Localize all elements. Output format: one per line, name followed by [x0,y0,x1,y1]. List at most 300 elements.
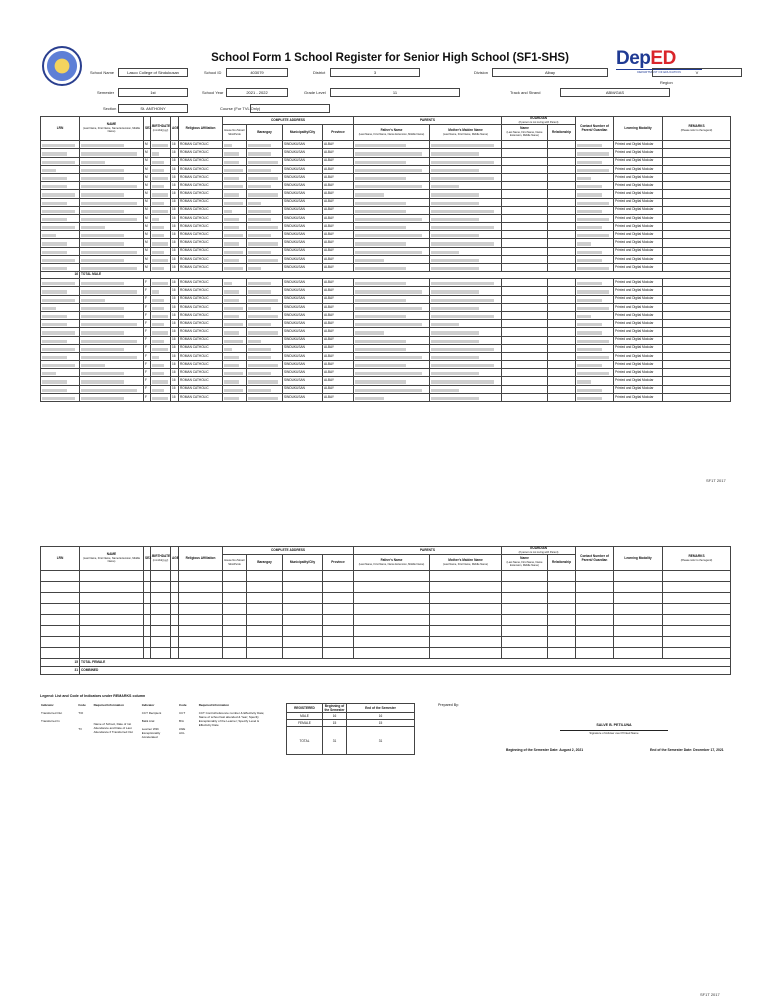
barangay-cell [247,361,283,369]
blank-cell[interactable] [171,626,179,637]
barangay-cell [247,336,283,344]
blank-cell[interactable] [576,593,614,604]
blank-cell[interactable] [663,648,731,659]
sex-cell: M [144,198,151,206]
blank-cell[interactable] [151,571,171,582]
blank-cell[interactable] [80,571,144,582]
blank-cell[interactable] [663,637,731,648]
name-cell [80,239,144,247]
mother-cell [430,377,502,385]
blank-cell[interactable] [323,571,354,582]
lrn-cell [41,279,80,287]
contact-cell [576,223,614,231]
blank-cell[interactable] [502,604,548,615]
blank-row[interactable] [41,626,731,637]
lrn-cell [41,311,80,319]
blank-cell[interactable] [179,626,223,637]
contact-cell [576,231,614,239]
blank-cell[interactable] [144,648,151,659]
blank-cell[interactable] [179,615,223,626]
blank-cell[interactable] [323,593,354,604]
birthdate-cell [151,361,171,369]
legend-ind2-2: Balik Aral [141,719,155,723]
blank-cell[interactable] [283,571,323,582]
track-label: Track and Strand [510,90,541,95]
relationship-cell [548,393,576,401]
blank-cell[interactable] [80,626,144,637]
blank-cell[interactable] [144,593,151,604]
col-religion: Religious Affiliation [179,117,223,141]
remarks-cell [663,320,731,328]
blank-cell[interactable] [614,615,663,626]
col-mother [430,125,502,141]
blank-cell[interactable] [80,615,144,626]
blank-cell[interactable] [614,571,663,582]
province-cell: ALBAY [323,303,354,311]
blank-cell[interactable] [576,626,614,637]
sex-cell: M [144,255,151,263]
remarks-cell [663,385,731,393]
deped-seal [42,46,82,86]
remarks-cell [663,361,731,369]
blank-cell[interactable] [283,604,323,615]
track-field[interactable]: ABM/GAS [560,88,670,97]
age-cell: 16 [171,393,179,401]
lrn-cell [41,182,80,190]
religion-cell: ROMAN CATHOLIC [179,206,223,214]
student-row [41,336,731,344]
blank-cell[interactable] [430,637,502,648]
blank-row[interactable] [41,593,731,604]
blank-cell[interactable] [144,571,151,582]
student-row [41,264,731,272]
blank-cell[interactable] [576,582,614,593]
province-cell: ALBAY [323,255,354,263]
blank-cell[interactable] [41,604,80,615]
father-cell [354,336,430,344]
father-cell [354,352,430,360]
blank-cell[interactable] [247,582,283,593]
blank-cell[interactable] [283,637,323,648]
contact-cell [576,311,614,319]
legend-col-required: Required Information [93,703,124,707]
relationship-cell [548,344,576,352]
mother-cell [430,255,502,263]
blank-cell[interactable] [80,593,144,604]
mother-cell [430,190,502,198]
semester-field[interactable]: 1st [118,88,188,97]
blank-cell[interactable] [614,648,663,659]
blank-cell[interactable] [502,593,548,604]
blank-cell[interactable] [247,637,283,648]
blank-cell[interactable] [663,571,731,582]
blank-row[interactable] [41,604,731,615]
legend-col-code: Code [78,703,86,707]
blank-row[interactable] [41,637,731,648]
modality-cell: Printed and Digital Modular [614,173,663,181]
blank-cell[interactable] [548,615,576,626]
blank-cell[interactable] [430,626,502,637]
blank-cell[interactable] [41,637,80,648]
relationship-cell [548,303,576,311]
blank-cell[interactable] [41,626,80,637]
district-field[interactable]: 3 [330,68,420,77]
mother-cell [430,361,502,369]
school-year-field[interactable]: 2021 - 2022 [226,88,288,97]
barangay-cell [247,223,283,231]
house-cell [223,352,247,360]
blank-cell[interactable] [283,648,323,659]
age-cell: 16 [171,247,179,255]
province-cell: ALBAY [323,320,354,328]
blank-cell[interactable] [223,637,247,648]
blank-cell[interactable] [80,648,144,659]
col2-modality: Learning Modality [614,547,663,571]
blank-cell[interactable] [548,593,576,604]
blank-cell[interactable] [354,582,430,593]
blank-cell[interactable] [151,593,171,604]
school-name-label: School Name [90,70,115,75]
blank-cell[interactable] [548,582,576,593]
blank-cell[interactable] [430,615,502,626]
name-cell [80,320,144,328]
blank-cell[interactable] [283,582,323,593]
contact-cell [576,295,614,303]
province-cell: ALBAY [323,190,354,198]
blank-cell[interactable] [323,648,354,659]
blank-cell[interactable] [80,582,144,593]
blank-cell[interactable] [354,648,430,659]
religion-cell: ROMAN CATHOLIC [179,328,223,336]
contact-cell [576,320,614,328]
blank-cell[interactable] [41,615,80,626]
blank-cell[interactable] [323,626,354,637]
mother-cell [430,247,502,255]
blank-cell[interactable] [354,615,430,626]
birthdate-cell [151,157,171,165]
blank-cell[interactable] [41,582,80,593]
school-id-field[interactable]: 403079 [226,68,288,77]
blank-cell[interactable] [354,637,430,648]
lrn-cell [41,173,80,181]
contact-cell [576,336,614,344]
age-cell: 16 [171,295,179,303]
blank-cell[interactable] [430,571,502,582]
blank-cell[interactable] [171,593,179,604]
barangay-cell [247,328,283,336]
blank-cell[interactable] [323,615,354,626]
blank-cell[interactable] [179,648,223,659]
blank-cell[interactable] [171,604,179,615]
sex-cell: M [144,165,151,173]
blank-cell[interactable] [247,626,283,637]
municipality-cell: SINDUKUSAN [283,255,323,263]
blank-cell[interactable] [247,604,283,615]
blank-cell[interactable] [223,593,247,604]
modality-cell: Printed and Digital Modular [614,311,663,319]
relationship-cell [548,190,576,198]
remarks-cell [663,198,731,206]
birthdate-cell [151,198,171,206]
division-field[interactable]: Albay [492,68,608,77]
blank-cell[interactable] [283,593,323,604]
col2-parents: PARENTS [354,547,502,555]
blank-cell[interactable] [576,571,614,582]
course-field[interactable] [250,104,330,113]
blank-cell[interactable] [247,648,283,659]
col-guardian-name-sub: (Last Name, First Name, Name Extension, Middle Name) [506,130,543,138]
blank-cell[interactable] [171,648,179,659]
blank-cell[interactable] [144,626,151,637]
blank-cell[interactable] [548,626,576,637]
col-birthdate [151,117,171,141]
blank-cell[interactable] [144,615,151,626]
guardian-cell [502,393,548,401]
blank-cell[interactable] [614,604,663,615]
mother-cell [430,223,502,231]
blank-cell[interactable] [502,637,548,648]
blank-cell[interactable] [144,582,151,593]
blank-row[interactable] [41,571,731,582]
barangay-cell [247,190,283,198]
blank-cell[interactable] [151,637,171,648]
religion-cell: ROMAN CATHOLIC [179,369,223,377]
sex-cell: M [144,157,151,165]
col2-contact: Contact Number of Parent/ Guardian [576,547,614,571]
name-cell [80,198,144,206]
legend-required-to: Name of School, Date of 1st Attendance and Date of Last Attendance if Transferred Out [93,722,133,734]
blank-cell[interactable] [247,615,283,626]
blank-cell[interactable] [614,637,663,648]
barangay-cell [247,165,283,173]
modality-cell: Printed and Digital Modular [614,287,663,295]
blank-cell[interactable] [663,626,731,637]
guardian-cell [502,328,548,336]
birthdate-cell [151,239,171,247]
blank-cell[interactable] [663,593,731,604]
blank-cell[interactable] [41,571,80,582]
lrn-cell [41,190,80,198]
lrn-cell [41,214,80,222]
mother-cell [430,287,502,295]
blank-cell[interactable] [41,593,80,604]
blank-cell[interactable] [354,571,430,582]
legend-indicators-2 [141,710,178,740]
mother-cell [430,264,502,272]
contact-cell [576,165,614,173]
section-field[interactable]: St. ANTHONY [118,104,188,113]
house-cell [223,223,247,231]
province-cell: ALBAY [323,165,354,173]
lrn-cell [41,223,80,231]
col-relationship: Relationship [548,125,576,141]
student-row [41,361,731,369]
prepared-by-label: Prepared By: [438,703,459,707]
blank-cell[interactable] [80,637,144,648]
modality-cell: Printed and Digital Modular [614,385,663,393]
age-cell: 16 [171,336,179,344]
sex-cell: F [144,303,151,311]
blank-cell[interactable] [663,604,731,615]
blank-cell[interactable] [354,593,430,604]
age-cell: 16 [171,311,179,319]
blank-cell[interactable] [548,637,576,648]
municipality-cell: SINDUKUSAN [283,214,323,222]
sex-cell: F [144,385,151,393]
blank-row[interactable] [41,615,731,626]
blank-cell[interactable] [223,626,247,637]
remarks-cell [663,336,731,344]
blank-cell[interactable] [151,648,171,659]
guardian-cell [502,303,548,311]
blank-cell[interactable] [354,626,430,637]
register-table-continued [40,546,731,675]
blank-cell[interactable] [323,637,354,648]
blank-cell[interactable] [502,648,548,659]
municipality-cell: SINDUKUSAN [283,190,323,198]
blank-cell[interactable] [151,582,171,593]
father-cell [354,377,430,385]
religion-cell: ROMAN CATHOLIC [179,377,223,385]
blank-cell[interactable] [151,626,171,637]
blank-cell[interactable] [144,637,151,648]
birthdate-cell [151,264,171,272]
guardian-cell [502,295,548,303]
blank-cell[interactable] [171,571,179,582]
blank-cell[interactable] [576,637,614,648]
col-complete-address: COMPLETE ADDRESS [223,117,354,125]
blank-cell[interactable] [283,626,323,637]
blank-cell[interactable] [614,582,663,593]
blank-cell[interactable] [179,571,223,582]
col-modality: Learning Modality [614,117,663,141]
modality-cell: Printed and Digital Modular [614,165,663,173]
blank-row[interactable] [41,582,731,593]
blank-cell[interactable] [323,582,354,593]
father-cell [354,255,430,263]
blank-cell[interactable] [151,604,171,615]
blank-cell[interactable] [179,593,223,604]
father-cell [354,165,430,173]
house-cell [223,303,247,311]
blank-cell[interactable] [576,604,614,615]
student-row [41,255,731,263]
col2-guardian-name [502,555,548,571]
blank-cell[interactable] [663,615,731,626]
school-name-field[interactable]: Lasco College of Sindukusan [118,68,188,77]
blank-cell[interactable] [548,571,576,582]
blank-cell[interactable] [223,648,247,659]
blank-cell[interactable] [663,582,731,593]
age-cell: 16 [171,369,179,377]
religion-cell: ROMAN CATHOLIC [179,295,223,303]
barangay-cell [247,385,283,393]
blank-cell[interactable] [576,615,614,626]
blank-cell[interactable] [502,571,548,582]
blank-cell[interactable] [614,626,663,637]
father-cell [354,311,430,319]
father-cell [354,173,430,181]
name-cell [80,247,144,255]
col-father-title: Father's Name [380,128,403,133]
blank-cell[interactable] [354,604,430,615]
blank-cell[interactable] [247,593,283,604]
municipality-cell: SINDUKUSAN [283,206,323,214]
blank-cell[interactable] [283,615,323,626]
remarks-cell [663,206,731,214]
blank-cell[interactable] [171,615,179,626]
age-cell: 16 [171,328,179,336]
col-parents: PARENTS [354,117,502,125]
blank-cell[interactable] [171,637,179,648]
blank-cell[interactable] [80,604,144,615]
blank-cell[interactable] [41,648,80,659]
province-cell: ALBAY [323,231,354,239]
guardian-cell [502,190,548,198]
blank-cell[interactable] [179,637,223,648]
student-row [41,239,731,247]
blank-cell[interactable] [614,593,663,604]
blank-cell[interactable] [247,571,283,582]
blank-cell[interactable] [576,648,614,659]
municipality-cell: SINDUKUSAN [283,377,323,385]
house-cell [223,336,247,344]
legend-code-ti: T/I [78,727,82,731]
modality-cell: Printed and Digital Modular [614,231,663,239]
barangay-cell [247,393,283,401]
blank-cell[interactable] [179,582,223,593]
blank-cell[interactable] [430,593,502,604]
blank-cell[interactable] [430,582,502,593]
father-cell [354,157,430,165]
blank-cell[interactable] [323,604,354,615]
region-field[interactable]: V [652,68,742,77]
birthdate-cell [151,385,171,393]
blank-cell[interactable] [223,582,247,593]
blank-cell[interactable] [502,626,548,637]
student-row [41,369,731,377]
col2-guardian-name-title: Name [520,556,529,561]
barangay-cell [247,255,283,263]
birthdate-cell [151,303,171,311]
blank-cell[interactable] [548,604,576,615]
blank-row[interactable] [41,648,731,659]
blank-cell[interactable] [171,582,179,593]
col-father [354,125,430,141]
blank-cell[interactable] [502,615,548,626]
blank-cell[interactable] [430,648,502,659]
blank-cell[interactable] [151,615,171,626]
remarks-cell [663,231,731,239]
contact-cell [576,190,614,198]
remarks-cell [663,149,731,157]
contact-cell [576,377,614,385]
blank-cell[interactable] [144,604,151,615]
barangay-cell [247,214,283,222]
grade-level-field[interactable]: 11 [330,88,460,97]
blank-cell[interactable] [430,604,502,615]
house-cell [223,255,247,263]
blank-cell[interactable] [502,582,548,593]
father-cell [354,198,430,206]
blank-cell[interactable] [223,615,247,626]
house-cell [223,377,247,385]
blank-cell[interactable] [179,604,223,615]
age-cell: 16 [171,239,179,247]
blank-cell[interactable] [223,571,247,582]
blank-cell[interactable] [223,604,247,615]
blank-cell[interactable] [548,648,576,659]
